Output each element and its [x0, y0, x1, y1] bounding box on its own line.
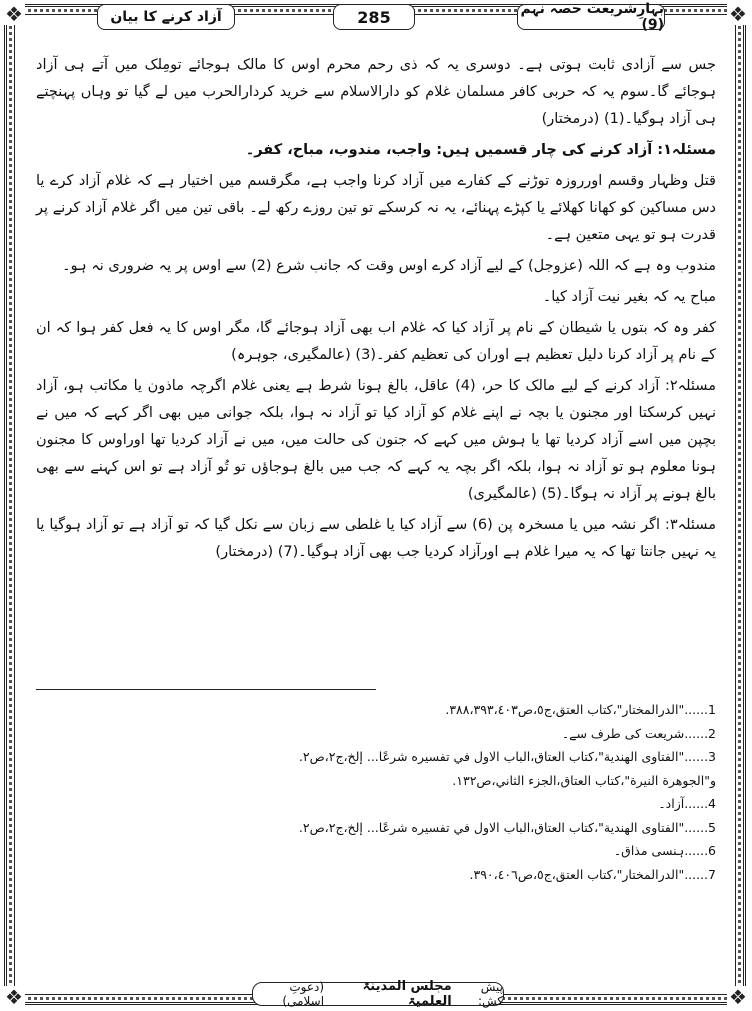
paragraph: مباح یہ کہ بغیر نیت آزاد کیا۔	[542, 289, 716, 305]
footnote-divider	[36, 689, 376, 690]
masala-3: مسئلہ۳: اگر نشہ میں یا مسخرہ پن (6) سے آزاد کیا یا غلطی سے زبان سے نکل گیا کہ تو آزاد ہے تو آزاد ہوگیا یا یہ نہیں جانتا تھا کہ یہ میرا غلام ہے اورآزاد کردیا جب بھی آزاد ہوگیا۔(7) (درمختار)	[36, 517, 716, 560]
footnote: 6......ہنسی مذاق۔	[613, 843, 716, 858]
publisher-org: (دعوتِ اسلامی)	[282, 980, 325, 1008]
corner-ornament-icon: ❖	[3, 3, 25, 25]
corner-ornament-icon: ❖	[727, 3, 749, 25]
main-text	[36, 52, 716, 570]
masala-1: مسئلہ۱: آزاد کرنے کی چار قسمیں ہیں: واجب، مندوب، مباح، کفر۔	[245, 142, 716, 158]
publisher-footer	[252, 979, 504, 1009]
chapter-title: آزاد کرنے کا بیان	[97, 4, 235, 30]
corner-ornament-icon: ❖	[727, 986, 749, 1008]
paragraph: کفر وہ کہ بتوں یا شیطان کے نام پر آزاد کیا کہ غلام اب بھی آزاد ہوجائے گا، مگر اوس کا یہ فعل کفر ہوا کہ ان کے نام پر آزاد کرنا دلیل تعظیم ہے اوران کی تعظیم کفر۔(3) (عالمگیری، جوہرہ)	[36, 320, 716, 363]
publisher-name: مجلس المدینۃ العلمیۃ	[362, 979, 452, 1009]
paragraph: جس سے آزادی ثابت ہوتی ہے۔ دوسری یہ کہ ذی رحم محرم اوس کا مالک ہوجائے تومِلک میں آتے ہی آزاد ہوجائے گا۔سوم یہ کہ حربی کافر مسلمان غلام کو دارالاسلام سے خرید کردارالحرب میں لے گیا تو وہاں پہنچتے ہی آزاد ہوگیا۔(1) (درمختار)	[36, 57, 716, 127]
paragraph: مندوب وہ ہے کہ اللہ (عزوجل) کے لیے آزاد کرے اوس وقت کہ جانب شرع (2) سے اوس پر یہ ضروری نہ ہو۔	[62, 258, 716, 274]
page-number: 285	[333, 4, 415, 30]
corner-ornament-icon: ❖	[3, 986, 25, 1008]
book-title: بہارِشریعت حصہ نہم (9)	[517, 4, 665, 30]
footnote: 3......"الفتاوى الهندية"،كتاب العتاق،الباب الاول في تفسيره شرعًا... إلخ،ج٢،ص٢.	[298, 749, 716, 764]
footnote: 7......"الدرالمختار"،كتاب العتق،ج٥،ص٣٩٠،٤٠٦.	[469, 866, 716, 882]
footnotes	[36, 698, 716, 886]
footnote: 1......"الدرالمختار"،كتاب العتق،ج٥،ص٣٨٨،٣٩٣،٤٠٣.	[445, 702, 716, 717]
page-header	[0, 0, 752, 36]
footnote: 2......شریعت کی طرف سے۔	[561, 725, 716, 741]
footnote: و"الجوهرة النيرة"،كتاب العتاق،الجزء الثاني،ص١٣٢.	[452, 772, 716, 788]
footer-prefix: پیش کش:	[477, 980, 503, 1008]
footnote: 4......آزاد۔	[658, 796, 716, 811]
paragraph: قتل وظہار وقسم اورروزہ توڑنے کے کفارے میں آزاد کرنا واجب ہے، مگرقسم میں اختیار ہے کہ غلام آزاد کرے یا دس مساکین کو کھانا کھلائے یا کپڑے پہنائے، یہ نہ کرسکے تو تین روزے رکھ لے۔ باقی تین میں اگر غلام آزاد کرنے پر قدرت ہو تو یہی متعین ہے۔	[36, 173, 716, 243]
masala-2: مسئلہ۲: آزاد کرنے کے لیے مالک کا حر، (4) عاقل، بالغ ہونا شرط ہے یعنی غلام اگرچہ ماذون یا مکاتب ہو، آزاد نہیں کرسکتا اور مجنون یا بچہ نے اپنے غلام کو آزاد کیا تو آزاد نہ ہوا، بلکہ جوانی میں بھی اگر کہے کہ میں نے بچپن میں اسے آزاد کردیا تھا یا ہوش میں کہے کہ جنون کی حالت میں، میں نے آزاد کردیا تھا اوراوس کا مجنون ہونا معلوم ہو تو آزاد نہ ہوا، بلکہ اگر بچہ یہ کہے کہ جب میں بالغ ہوجاؤں تو تُو آزاد ہے تو اس کہنے سے بھی بالغ ہونے پر آزاد نہ ہوگا۔(5) (عالمگیری)	[36, 378, 716, 502]
footnote: 5......"الفتاوى الهندية"،كتاب العتاق،الباب الاول في تفسيره شرعًا... إلخ،ج٢،ص٢.	[298, 819, 716, 835]
